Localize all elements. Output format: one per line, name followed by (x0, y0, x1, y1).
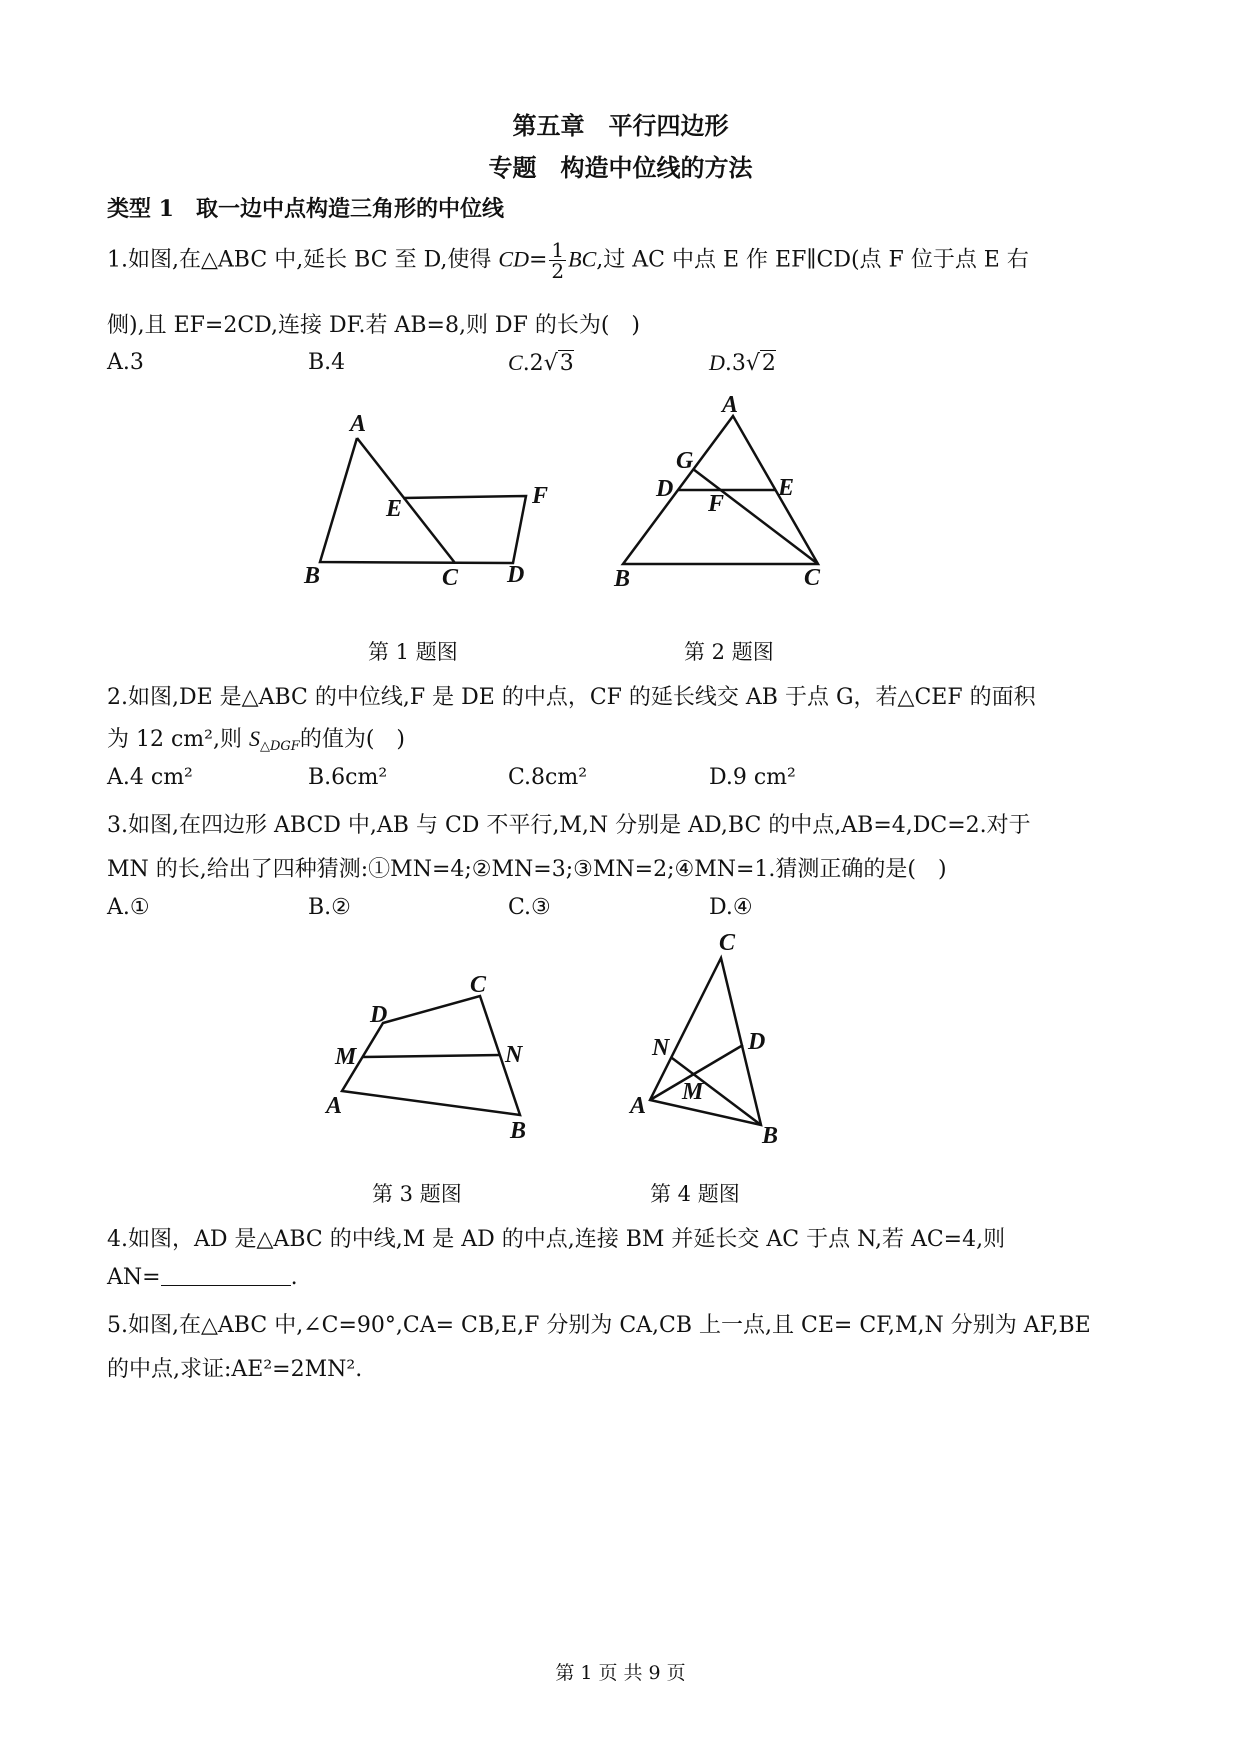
fig4-label-a: A (630, 1093, 647, 1119)
q1-fraction (549, 240, 566, 281)
q2-line1: 2.如图,DE 是△ABC 的中位线,F 是 DE 的中点，CF 的延长线交 AB 于点 G，若△CEF 的面积 (107, 685, 1036, 710)
q1-text-a: 1.如图,在△ABC 中,延长 BC 至 D,使得 (107, 247, 499, 273)
fig1-label-b: B (304, 563, 321, 589)
fig1-outline (320, 438, 526, 563)
q2-option-b: B.6cm² (308, 765, 388, 790)
q1-frac-den: 2 (551, 259, 565, 283)
q2-area-symbol: S (248, 726, 260, 751)
fig3-label-a: A (326, 1093, 343, 1119)
fig1-label-f: F (532, 483, 549, 509)
fig2-label-a: A (722, 392, 739, 418)
q1-eq: = (528, 247, 548, 273)
fig2-label-b: B (614, 566, 631, 592)
fig3-caption: 第 3 题图 (372, 1182, 462, 1206)
fig2-label-c: C (804, 565, 821, 591)
q1-optc-pre: .2 (522, 351, 544, 376)
page-footer: 第 1 页 共 9 页 (555, 1662, 686, 1684)
q1-line1 (107, 240, 1029, 281)
fig2-label-e: E (778, 475, 795, 501)
fig4-label-m: M (682, 1079, 704, 1105)
sqrt-icon: √ (543, 351, 558, 376)
fig4-caption: 第 4 题图 (650, 1182, 740, 1206)
figure-3 (320, 965, 560, 1150)
fig3-line-mn (362, 1055, 500, 1057)
q1-optd-letter: D (709, 350, 725, 375)
q3-option-d: D.④ (709, 895, 753, 920)
q3-option-b: B.② (308, 895, 351, 920)
q4-line1: 4.如图，AD 是△ABC 的中线,M 是 AD 的中点,连接 BM 并延长交 AC 于点 N,若 AC=4,则 (107, 1227, 1006, 1252)
q2-line2 (107, 722, 405, 754)
q4-text-a: AN= (107, 1265, 161, 1290)
q1-optd-radicand: 2 (761, 351, 776, 376)
q3-option-a: A.① (107, 895, 150, 920)
q3-line2: MN 的长,给出了四种猜测:①MN=4;②MN=3;③MN=2;④MN=1.猜测正确的是( ) (107, 857, 947, 882)
q5-line1: 5.如图,在△ABC 中,∠C=90°,CA= CB,E,F 分别为 CA,CB 上一点,且 CE= CF,M,N 分别为 AF,BE (107, 1313, 1091, 1338)
fig3-label-n: N (505, 1042, 523, 1068)
fig3-label-m: M (335, 1044, 357, 1070)
sqrt-icon: √ (745, 351, 760, 376)
q4-text-b: . (290, 1265, 298, 1290)
q1-optd-pre: .3 (724, 351, 746, 376)
q1-text-b: ,过 AC 中点 E 作 EF∥CD(点 F 位于点 E 右 (596, 247, 1029, 273)
figure-2 (600, 390, 840, 605)
q4-line2 (107, 1265, 298, 1290)
fig1-line-ac (357, 438, 455, 563)
fig1-label-a: A (350, 411, 367, 437)
fig4-label-b: B (762, 1123, 779, 1149)
figure-1 (290, 400, 570, 600)
q1-optc-radicand: 3 (559, 351, 574, 376)
fig4-label-n: N (652, 1035, 670, 1061)
figure-4 (620, 925, 820, 1155)
fig1-label-d: D (507, 562, 525, 588)
q1-optc-letter: C (508, 350, 523, 375)
chapter-title: 第五章 平行四边形 (512, 111, 729, 140)
fig2-caption: 第 2 题图 (684, 640, 774, 664)
q1-frac-num: 1 (551, 238, 565, 262)
fig4-label-c: C (719, 930, 736, 956)
fig3-label-b: B (510, 1118, 527, 1144)
q3-option-c: C.③ (508, 895, 551, 920)
fig2-label-f: F (708, 491, 725, 517)
q2-text-a: 为 12 cm²,则 (107, 727, 249, 752)
section-heading: 类型 1 取一边中点构造三角形的中位线 (107, 196, 504, 222)
q2-area-subscript: △DGF (259, 739, 300, 754)
fig3-label-d: D (370, 1002, 388, 1028)
fig2-label-d: D (656, 476, 674, 502)
q1-option-d (709, 350, 776, 376)
fig4-label-d: D (748, 1029, 766, 1055)
q1-bc: BC (568, 246, 597, 272)
fig1-caption: 第 1 题图 (368, 640, 458, 664)
q3-line1: 3.如图,在四边形 ABCD 中,AB 与 CD 不平行,M,N 分别是 AD,BC 的中点,AB=4,DC=2.对于 (107, 813, 1031, 838)
q5-line2: 的中点,求证:AE²=2MN². (107, 1357, 363, 1382)
q4-answer-blank (161, 1267, 291, 1286)
q2-option-c: C.8cm² (508, 765, 588, 790)
topic-title: 专题 构造中位线的方法 (488, 153, 753, 182)
q2-text-b: 的值为( ) (299, 727, 405, 752)
fig3-label-c: C (470, 972, 487, 998)
q2-option-d: D.9 cm² (709, 765, 796, 790)
q1-cd: CD (498, 246, 529, 272)
fig1-label-e: E (386, 496, 403, 522)
q2-option-a: A.4 cm² (107, 765, 193, 790)
fig2-label-g: G (676, 448, 694, 474)
q1-option-a: A.3 (107, 350, 144, 375)
fig1-label-c: C (442, 565, 459, 591)
q1-option-b: B.4 (308, 350, 346, 375)
q1-option-c (508, 350, 574, 376)
q1-line2: 侧),且 EF=2CD,连接 DF.若 AB=8,则 DF 的长为( ) (107, 313, 640, 338)
